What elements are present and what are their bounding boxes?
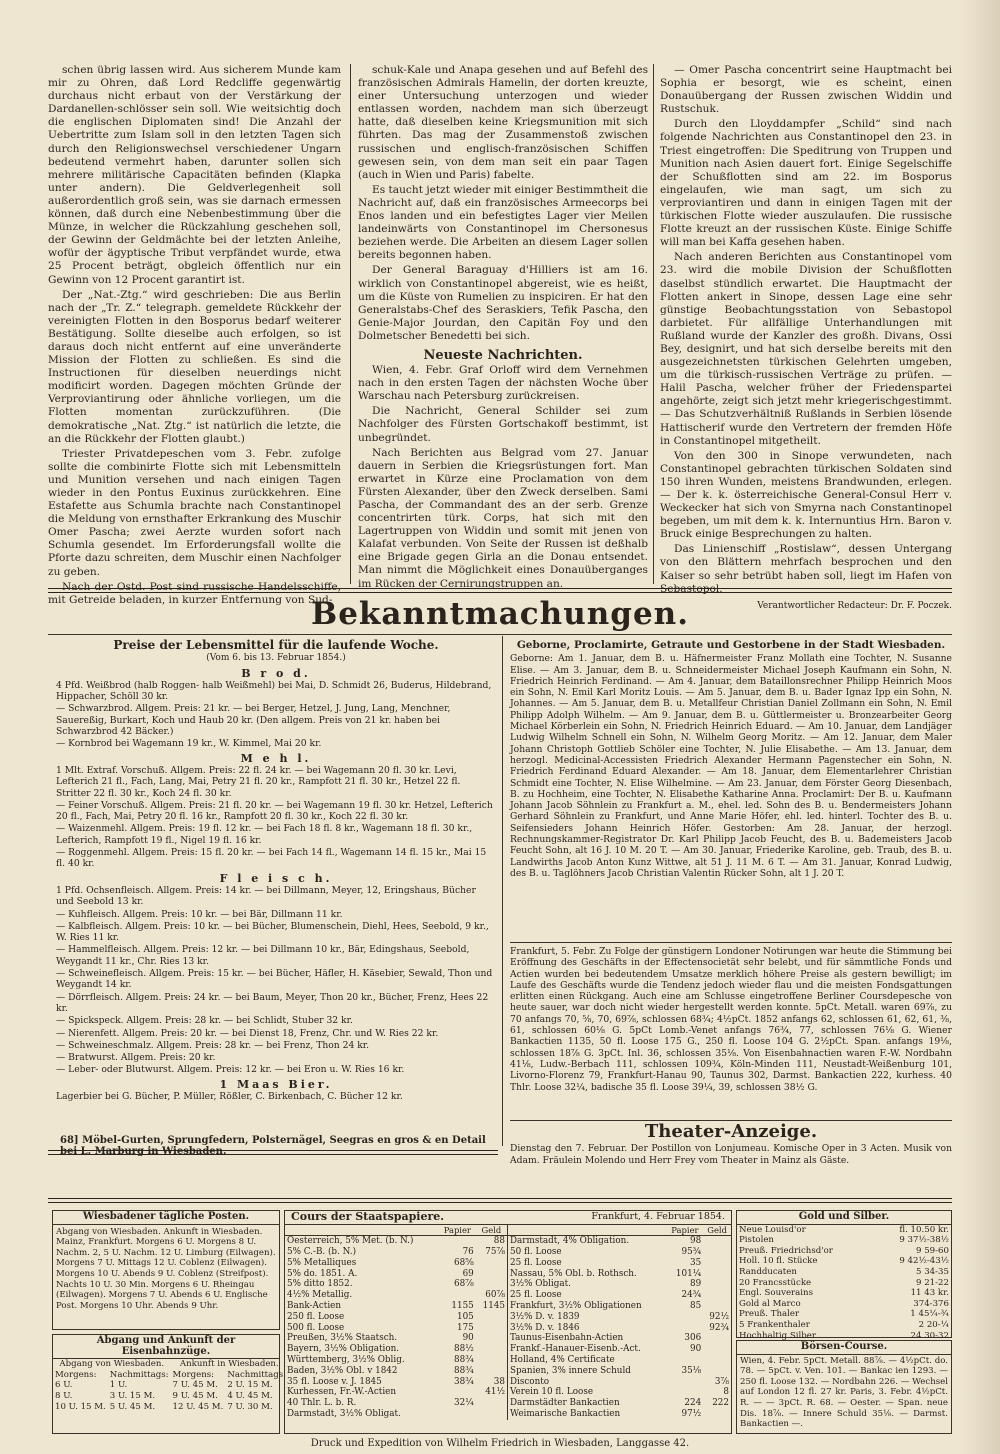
cours-date: Frankfurt, 4. Februar 1854. bbox=[591, 1211, 725, 1222]
cours-staatspapiere bbox=[284, 1210, 732, 1434]
table-row bbox=[285, 1323, 508, 1334]
table-cell: 2 20-¼ bbox=[918, 1319, 949, 1330]
table-row bbox=[737, 1309, 951, 1320]
table-cell: 88½ bbox=[454, 1344, 474, 1355]
frankfurt-market-report bbox=[510, 946, 952, 1116]
table-cell: Darmstadt, 3½% Obligat. bbox=[287, 1408, 401, 1419]
table-cell: 76 bbox=[462, 1246, 474, 1257]
table-cell bbox=[476, 1323, 508, 1334]
table-row bbox=[737, 1299, 951, 1310]
table-row bbox=[508, 1377, 731, 1388]
table-cell: Randducaten bbox=[739, 1266, 797, 1277]
table-cell: 88¾ bbox=[454, 1365, 474, 1376]
column-3 bbox=[660, 64, 952, 611]
table-row bbox=[285, 1236, 508, 1247]
table-cell: Nassau, 5% Obl. b. Rothsch. bbox=[510, 1268, 637, 1279]
table-cell: 60⅞ bbox=[485, 1290, 505, 1301]
cours-title: Cours der Staatspapiere. bbox=[291, 1210, 445, 1223]
col3-para: Durch den Lloyddampfer „Schild“ sind nach folgende Nachrichten aus Constantinopel den 23. in Triest eingetroffen: Die Speditrung von Truppen und Munition nach Asien dauert fort. Einige Segelschiffe der Schußflotten sind am 22. im Bosporus eingelaufen, wie man sagt, um sich zu verproviantiren und dann in einigen Tagen mit der türkischen Flotte wieder auszulaufen. Die russische Flotte kreuzt an der russischen Küste. Einige Schiffe will man bei Kaffa gesehen haben. bbox=[660, 118, 952, 249]
neueste-para: Wien, 4. Febr. Graf Orloff wird dem Vernehmen nach in den ersten Tagen der nächsten Woche über Warschau nach Petersburg zurückreisen. bbox=[358, 364, 648, 403]
section-divider bbox=[510, 942, 952, 943]
papier-header: Papier bbox=[667, 1225, 704, 1236]
bekanntmachungen-heading: Bekanntmachungen. bbox=[311, 596, 689, 632]
section-divider bbox=[48, 588, 952, 593]
posten-title: Wiesbadener tägliche Posten. bbox=[53, 1211, 279, 1225]
col1-para: Nach der Ostd. Post sind russische Handelsschiffe, mit Getreide beladen, in kurzer Entfernung von Sud- bbox=[48, 580, 341, 606]
table-cell: 97½ bbox=[681, 1408, 702, 1419]
table-row bbox=[737, 1278, 951, 1289]
table-cell: 85 bbox=[690, 1300, 702, 1311]
eisenbahn-table bbox=[53, 1359, 288, 1412]
table-cell bbox=[703, 1355, 731, 1366]
table-cell: 250 fl. Loose bbox=[287, 1311, 345, 1322]
table-row bbox=[508, 1344, 731, 1355]
table-cell: 50 fl. Loose bbox=[510, 1246, 562, 1257]
eisenbahn-col: Morgens: bbox=[55, 1369, 97, 1380]
geld-header: Geld bbox=[703, 1225, 731, 1236]
table-cell bbox=[476, 1355, 508, 1366]
table-cell: fl. 10.50 kr. bbox=[899, 1224, 949, 1235]
eisenbahn-header: Ankunft in Wiesbaden. bbox=[179, 1359, 279, 1370]
table-row bbox=[285, 1279, 508, 1290]
table-cell bbox=[703, 1258, 731, 1269]
column-1 bbox=[48, 64, 341, 606]
table-cell: Württemberg, 3½% Oblig. bbox=[287, 1354, 405, 1365]
price-entry: — Nierenfett. Allgem. Preis: 20 kr. — bei Dienst 18, Frenz, Chr. und W. Ries 22 kr. bbox=[56, 1027, 439, 1039]
table-row bbox=[508, 1269, 731, 1280]
table-cell: 3½% D. v. 1846 bbox=[510, 1322, 580, 1333]
theater-title: Theater-Anzeige. bbox=[644, 1121, 818, 1142]
table-cell: 20 Francsstücke bbox=[739, 1277, 812, 1288]
civil-register-title: Geborne, Proclamirte, Getraute und Gestorbene in der Stadt Wiesbaden. bbox=[516, 639, 946, 651]
table-cell: 92½ bbox=[709, 1311, 729, 1322]
table-row bbox=[508, 1312, 731, 1323]
table-cell: 24¾ bbox=[681, 1290, 702, 1301]
table-row bbox=[285, 1312, 508, 1323]
column-divider bbox=[350, 64, 351, 584]
price-entry: — Waizenmehl. Allgem. Preis: 19 fl. 12 kr. — bei Fach 18 fl. 8 kr., Wagemann 18 fl. 30 kr., Lefterich, Rampfott 19 fl., Nigel 19 fl. 16 kr. bbox=[56, 823, 473, 846]
table-cell: Oesterreich, 5% Met. (b. N.) bbox=[287, 1236, 414, 1247]
table-cell: 224 bbox=[684, 1398, 702, 1409]
table-cell: Neue Louisd'or bbox=[739, 1224, 806, 1235]
table-cell bbox=[476, 1312, 508, 1323]
table-cell bbox=[667, 1377, 704, 1388]
table-cell: Baden, 3½% Obl. v 1842 bbox=[287, 1365, 398, 1376]
table-cell: Preuß. Friedrichsd'or bbox=[739, 1245, 833, 1256]
printer-footer: Druck und Expedition von Wilhelm Friedrich in Wiesbaden, Langgasse 42. bbox=[310, 1438, 690, 1449]
col3-para: Das Linienschiff „Rostislaw“, dessen Untergang von den Blättern mehrfach besprochen und den Kaiser so sehr betrübt haben soll, liegt im Hafen von Sebastopol. bbox=[660, 543, 952, 595]
table-row bbox=[508, 1258, 731, 1269]
preise-title: Preise der Lebensmittel für die laufende Woche. bbox=[113, 638, 439, 652]
civil-register bbox=[510, 638, 952, 938]
table-row bbox=[737, 1320, 951, 1331]
table-row bbox=[285, 1366, 508, 1377]
price-entry: Lagerbier bei G. Bücher, P. Müller, Rößler, C. Birkenbach, C. Bücher 12 kr. bbox=[56, 1090, 403, 1102]
table-row bbox=[508, 1247, 731, 1258]
table-cell: 35 bbox=[690, 1257, 702, 1268]
col3-para: Nach anderen Berichten aus Constantinopel vom 23. wird die mobile Division der Schußflotten daselbst stündlich erwartet. Die Hauptmacht der Flotten ankert in Sinope, dessen Lage eine sehr günstige Beobachtungsstation von Sebastopol darbietet. Für allfällige Unterhandlungen mit Rußland wurde der Kanzler des großh. Divans, Ossi Bey, designirt, und hat sich derselbe bereits mit den ausgezeichnetsten türkischen Gelehrten umgeben, um die türkisch-russischen Verträge zu prüfen. — Halil Pascha, welcher früher der Friedenspartei angehörte, zeigt sich jetzt mehr kriegerischgestimmt. — Das Schutzverhältniß Rußlands in Serbien lösende Hattischerif wurde den Vertretern der fremden Höfe in Constantinopel mitgetheilt. bbox=[660, 251, 952, 447]
table-cell: Holl. 10 fl. Stücke bbox=[739, 1256, 818, 1267]
table-cell: 88¾ bbox=[454, 1354, 474, 1365]
table-cell: 69 bbox=[462, 1268, 474, 1279]
brod-heading: B r o d. bbox=[241, 666, 311, 680]
table-cell bbox=[667, 1323, 704, 1334]
table-row bbox=[737, 1288, 951, 1299]
table-cell: 5 Frankenthaler bbox=[739, 1319, 810, 1330]
table-cell bbox=[703, 1269, 731, 1280]
table-cell: 9 42½-43½ bbox=[899, 1256, 949, 1267]
table-cell: 90 bbox=[690, 1344, 702, 1355]
price-entry: — Kalbfleisch. Allgem. Preis: 10 kr. — bei Bücher, Blumenschein, Diehl, Hees, Seebold, 9 kr., W. Ries 11 kr. bbox=[56, 920, 489, 944]
table-cell bbox=[703, 1236, 731, 1247]
table-cell: 68⅞ bbox=[454, 1279, 474, 1290]
table-cell: 9 21-22 bbox=[916, 1277, 949, 1288]
table-row bbox=[285, 1409, 508, 1420]
table-cell: 8 U. bbox=[55, 1390, 73, 1401]
table-cell: 4 U. 45 M. bbox=[227, 1390, 273, 1401]
eisenbahn-col: Morgens: bbox=[172, 1369, 215, 1380]
bier-heading: 1 Maas Bier. bbox=[219, 1077, 333, 1091]
table-cell: 5% Metalliques bbox=[287, 1257, 357, 1268]
table-cell: 38 bbox=[493, 1376, 505, 1387]
price-entry: — Kuhfleisch. Allgem. Preis: 10 kr. — bei Bär, Dillmann 11 kr. bbox=[56, 908, 343, 920]
table-cell: Preuß. Thaler bbox=[739, 1309, 800, 1320]
table-cell bbox=[703, 1333, 731, 1344]
gold-silber-box bbox=[736, 1210, 952, 1341]
table-cell: 88 bbox=[493, 1236, 505, 1247]
table-cell bbox=[476, 1409, 508, 1420]
table-row bbox=[285, 1290, 508, 1301]
table-cell bbox=[476, 1258, 508, 1269]
table-cell: 68⅝ bbox=[454, 1257, 474, 1268]
table-cell: 5 34-35 bbox=[916, 1266, 949, 1277]
table-row bbox=[737, 1225, 951, 1236]
table-row bbox=[508, 1398, 731, 1409]
boersen-title: Börsen-Course. bbox=[737, 1341, 951, 1355]
table-cell bbox=[703, 1366, 731, 1377]
table-row bbox=[285, 1398, 508, 1409]
table-cell: Frankf.-Hanauer-Eisenb.-Act. bbox=[510, 1344, 641, 1355]
price-entry: — Dörrfleisch. Allgem. Preis: 24 kr. — bei Baum, Meyer, Thon 20 kr., Bücher, Frenz, Hees 22 kr. bbox=[56, 991, 489, 1014]
table-row bbox=[737, 1267, 951, 1278]
table-cell: 25 fl. Loose bbox=[510, 1257, 562, 1268]
posten-text: Abgang von Wiesbaden. Ankunft in Wiesbaden. Mainz, Frankfurt. Morgens 6 U. Morgens 8 U. Nachm. 2, 5 U. Nachm. 12 U. Limburg (Eilwagen). Morgens 7 U. Mittags 12 U. Coblenz (Eilwagen). Morgens 10 U. Abends 9 U. Coblenz (Streifpost). Nachts 10 U. 30 Min. Morgens 6 U. Rheingau (Eilwagen). Morgens 7 U. Abends 6 U. Englische Post. Morgens 10 Uhr. Abends 9 Uhr. bbox=[56, 1226, 276, 1311]
neueste-para: Die Nachricht, General Schilder sei zum Nachfolger des Fürsten Gortschakoff bestimmt, ist unbegründet. bbox=[358, 405, 648, 444]
table-cell: 35 fl. Loose v. J. 1845 bbox=[287, 1376, 382, 1387]
table-row bbox=[285, 1344, 508, 1355]
table-row bbox=[285, 1269, 508, 1280]
price-entry: — Schwarzbrod. Allgem. Preis: 21 kr. — bei Berger, Hetzel, J. Jung, Lang, Menchner, Sauereßig, Burkart, Koch und Haub 20 kr. (Den allgem. Preis von 21 kr. haben bei Schwarzbrod 42 Bäcker.) bbox=[56, 703, 451, 738]
theater-text: Dienstag den 7. Februar. Der Postillon von Lonjumeau. Komische Oper in 3 Acten. Musik von Adam. Fräulein Molendo und Herr Frey vom Theater in Mainz als Gäste. bbox=[510, 1143, 952, 1166]
neueste-nachrichten-heading: Neueste Nachrichten. bbox=[423, 347, 583, 363]
table-row bbox=[508, 1236, 731, 1247]
eisenbahn-header: Abgang von Wiesbaden. bbox=[59, 1359, 165, 1370]
price-entry: — Schweinefleisch. Allgem. Preis: 15 kr. — bei Bücher, Häfler, H. Käsebier, Sewald, Thon und Weygandt 14 kr. bbox=[56, 968, 493, 991]
table-cell bbox=[667, 1355, 704, 1366]
table-row bbox=[737, 1246, 951, 1257]
table-cell bbox=[667, 1387, 704, 1398]
lebensmittel-preise bbox=[56, 638, 496, 1132]
table-cell: 38¾ bbox=[454, 1376, 474, 1387]
geld-header: Geld bbox=[476, 1225, 508, 1236]
table-row bbox=[508, 1279, 731, 1290]
table-cell: 3⅞ bbox=[714, 1376, 729, 1387]
table-row bbox=[285, 1301, 508, 1312]
table-cell: 1 45¼-¾ bbox=[910, 1309, 949, 1320]
table-cell: 1145 bbox=[482, 1300, 505, 1311]
table-cell: Darmstädter Bankactien bbox=[510, 1398, 620, 1409]
col1-para: Triester Privatdepeschen vom 3. Febr. zufolge sollte die combinirte Flotte sich mit Lebensmitteln und Munition versehen und nach einigen Tagen wieder in den Pontus Euxinus zurückkehren. Eine Estafette aus Schumla brachte nach Constantinopel die Meldung von ernsthafter Erkrankung des Muschir Omer Pascha; zwei Aerzte wurden sofort nach Schumla gesendet. Im Erforderungsfall wollte die Pforte dazu schreiten, dem Muschir einen Nachfolger zu geben. bbox=[48, 447, 341, 578]
table-cell bbox=[439, 1236, 476, 1247]
column-divider bbox=[653, 64, 654, 584]
table-row bbox=[508, 1333, 731, 1344]
table-row bbox=[508, 1387, 731, 1398]
table-cell bbox=[439, 1290, 476, 1301]
table-cell: 92¾ bbox=[709, 1322, 729, 1333]
table-row bbox=[53, 1391, 288, 1402]
theater-notice bbox=[510, 1122, 952, 1194]
page-fold-shadow bbox=[960, 0, 1000, 1454]
col3-para: — Omer Pascha concentrirt seine Hauptmacht bei Sophia er besorgt, wie es scheint, einen Donauübergang der Russen zwischen Widdin und Rustschuk. bbox=[660, 64, 952, 116]
table-cell bbox=[703, 1247, 731, 1258]
cours-table-right bbox=[508, 1225, 731, 1420]
table-cell: Verein 10 fl. Loose bbox=[510, 1387, 594, 1398]
table-cell bbox=[439, 1409, 476, 1420]
boersen-box bbox=[736, 1340, 952, 1434]
table-cell: 3½% D. v. 1839 bbox=[510, 1311, 580, 1322]
col2-para: Es taucht jetzt wieder mit einiger Bestimmtheit die Nachricht auf, daß ein französisches Armeecorps bei Enos landen und ein befestigtes Lager vier Meilen landeinwärts von Constantinopel im Chersonesus beziehen werde. Die Arbeiten an diesem Lager sollen bereits begonnen haben. bbox=[358, 183, 648, 262]
table-cell: Engl. Souverains bbox=[739, 1288, 813, 1299]
eisenbahn-box bbox=[52, 1334, 287, 1434]
fleisch-heading: F l e i s c h. bbox=[219, 871, 333, 885]
col3-para: Von den 300 in Sinope verwundeten, nach Constantinopel gebrachten türkischen Soldaten sind 150 ihren Wunden, meistens Brandwunden, erlegen. — Der k. k. österreichische General-Consul Herr v. Weckecker hat sich von Smyrna nach Constantinopel begeben, um mit dem k. k. Internuntius Hrn. Baron v. Bruck einige Besprechungen zu halten. bbox=[660, 449, 952, 541]
table-cell: 175 bbox=[456, 1322, 474, 1333]
table-cell bbox=[476, 1398, 508, 1409]
table-cell: 95¾ bbox=[681, 1246, 702, 1257]
price-entry: — Schweineschmalz. Allgem. Preis: 28 kr. — bei Frenz, Thon 24 kr. bbox=[56, 1039, 370, 1051]
table-cell bbox=[476, 1344, 508, 1355]
table-cell: 2 U. 15 M. bbox=[227, 1380, 273, 1391]
table-cell bbox=[476, 1366, 508, 1377]
table-cell: 90 bbox=[462, 1333, 474, 1344]
col1-para: schen übrig lassen wird. Aus sicherem Munde kam mir zu Ohren, daß Lord Redcliffe gegenwärtig durchaus nicht erbaut von der Verstärkung der Dardanellen-schlösser sein soll. Wie weitsichtig doch die englischen Diplomaten sind! Die Anzahl der Uebertritte zum Islam soll in den letzten Tagen sich durch den Religionswechsel verschiedener Ungarn bedeutend vermehrt haben, darunter sollen sich mehrere militärische Capacitäten befinden (Klapka unter andern). Die Geldverlegenheit soll außerordentlich groß sein, was sie darnach ermessen können, daß durch eine Nebenbestimmung über die Münze, in welcher die Rückzahlung geschehen soll, der Gewinn der Geldmächte bei der letzten Anleihe, wofür der ägyptische Tribut verpfändet wurde, etwa 25 Procent beträgt, obgleich öffentlich nur ein Gewinn von 12 Procent garantirt ist. bbox=[48, 64, 341, 286]
table-cell: 32¼ bbox=[454, 1398, 474, 1409]
table-cell: Hochhaltig Silber bbox=[739, 1330, 816, 1341]
table-cell: 222 bbox=[712, 1398, 729, 1409]
table-cell: 5% C.-B. (b. N.) bbox=[287, 1246, 357, 1257]
table-cell: Bank-Actien bbox=[287, 1300, 342, 1311]
boersen-text: Wien, 4. Febr. 5pCt. Metall. 88⅞. — 4½pCt. do. 78. — 5pCt. v. Ven. 101. — Bankac ien 1293. — 250 fl. Loose 132. — Nordbahn 226. — Wechsel auf London 12 fl. 27 kr. Paris, 3. Febr. 4½pCt. R. — — 3pCt. R. 68. — Oester. — Span. neue Dis. 18⅞. — Innere Schuld 35⅛. — Darmst. Bankactien —. bbox=[740, 1355, 948, 1430]
table-cell: 3 U. 15 M. bbox=[109, 1390, 156, 1401]
table-cell: 4½% Metallig. bbox=[287, 1290, 353, 1301]
cours-table-left bbox=[285, 1225, 508, 1420]
price-entry: — Spickspeck. Allgem. Preis: 28 kr. — bei Schlidt, Stuber 32 kr. bbox=[56, 1015, 353, 1027]
col2-para: schuk-Kale und Anapa gesehen und auf Befehl des französischen Admirals Hamelin, der dorten kreuzte, einer Untersuchung unterzogen und wieder entlassen worden, nachdem man sich überzeugt hatte, daß dieselben keine Kriegsmunition mit sich führten. Das mag der Zusammenstoß zwischen russischen und englisch-französischen Schiffen gewesen sein, von dem man seit ein paar Tagen (auch in Wien und Paris) fabelte. bbox=[358, 64, 648, 181]
civil-register-text: Geborne: Am 1. Januar, dem B. u. Häfnermeister Franz Mollath eine Tochter, N. Susanne Elise. — Am 3. Januar, dem B. u. Schneidermeister Michael Joseph Kaufmann ein Sohn, N. Friedrich Heinrich Ferdinand. — Am 4. Januar, dem Bataillonsrechner Philipp Heinrich Moos ein Sohn, N. Emil Karl Moritz Louis. — Am 5. Januar, dem B. u. Bader Ignaz Ipp ein Sohn, N. Johannes. — Am 5. Januar, dem B. u. Metallfeur Christian Daniel Zollmann ein Sohn, N. Emil Philipp Adolph Wilhelm. — Am 9. Januar, dem B. u. Güttlermeister u. Bronzearbeiter Georg Michael Körberlein ein Sohn, N. Friedrich Heinrich Eduard. — Am 10. Januar, dem Landjäger Ludwig Wilhelm Schnell ein Sohn, N. Wilhelm Georg Moritz. — Am 12. Januar, dem Maler Johann Christoph Gottlieb Schöler eine Tochter, N. Julie Elisabethe. — Am 13. Januar, dem herzogl. Medicinal-Accessisten Friedrich Alexander Hermann Pagenstecher ein Sohn, N. Friedrich Ferdinand Eduard Alexander. — Am 18. Januar, dem Elementarlehrer Christian Schmidt eine Tochter, N. Elise Wilhelmine. — Am 23. Januar, dem Förster Georg Diesenbach, B. zu Hochheim, eine Tochter, N. Elisabethe Katharine Anna. Proclamirt: Der B. u. Kaufmann Johann Jacob Söhnlein zu Frankfurt a. M., ehel. led. Sohn des B. u. Bendermeisters Johann Gerhard Söhnlein zu Frankfurt, und Anne Marie Höfer, ehl. led. hinterl. Tochter des B. u. Seifensieders Johann Heinrich Höfer. Gestorben: Am 28. Januar, der herzogl. Rechnungskammer-Registrator Dr. Karl Philipp Jacob Feucht, des B. u. Bademeisters Jacob Feucht Sohn, alt 16 J. 10 M. 20 T. — Am 30. Januar, Friederike Karoline, geb. Traub, des B. u. Landwirths Jacob Anton Kunz Wittwe, alt 51 J. 11 M. 6 T. — Am 31. Januar, Konrad Ludwig, des B. u. Taglöhners Jacob Christian Valentin Rücker Sohn, alt 1 J. 20 T. bbox=[510, 653, 952, 879]
gold-table bbox=[737, 1225, 951, 1342]
table-row bbox=[285, 1355, 508, 1366]
table-row bbox=[508, 1301, 731, 1312]
table-cell: 7 U. 45 M. bbox=[172, 1380, 218, 1391]
price-entry: 4 Pfd. Weißbrod (halb Roggen- halb Weißmehl) bei Mai, D. Schmidt 26, Buderus, Hildebrand, Hippacher, Schöll 30 kr. bbox=[56, 679, 492, 703]
table-cell: Pistolen bbox=[739, 1235, 774, 1246]
table-cell: 5% ditto 1852. bbox=[287, 1279, 353, 1290]
price-entry: — Leber- oder Blutwurst. Allgem. Preis: 12 kr. — bei Eron u. W. Ries 16 kr. bbox=[56, 1064, 405, 1076]
table-cell bbox=[476, 1269, 508, 1280]
table-cell: 5% do. 1851. A. bbox=[287, 1268, 358, 1279]
column-divider bbox=[502, 636, 503, 1146]
table-cell: 3½% Obligat. bbox=[510, 1279, 571, 1290]
table-row bbox=[285, 1258, 508, 1269]
table-row bbox=[285, 1377, 508, 1388]
table-row bbox=[508, 1355, 731, 1366]
section-divider bbox=[48, 634, 952, 635]
table-cell: Taunus-Eisenbahn-Actien bbox=[510, 1333, 624, 1344]
table-cell: 1155 bbox=[451, 1300, 474, 1311]
table-row bbox=[508, 1323, 731, 1334]
table-cell bbox=[703, 1290, 731, 1301]
table-cell bbox=[476, 1279, 508, 1290]
table-cell: 11 43 kr. bbox=[910, 1288, 949, 1299]
table-row bbox=[737, 1235, 951, 1246]
table-row bbox=[508, 1409, 731, 1420]
table-cell: Preußen, 3½% Staatsch. bbox=[287, 1333, 398, 1344]
table-cell: 9 U. 45 M. bbox=[172, 1390, 218, 1401]
table-row bbox=[285, 1387, 508, 1398]
papier-header: Papier bbox=[439, 1225, 476, 1236]
table-row bbox=[285, 1247, 508, 1258]
table-row bbox=[285, 1333, 508, 1344]
table-cell: 101¼ bbox=[675, 1268, 702, 1279]
section-divider bbox=[48, 1198, 952, 1203]
table-cell bbox=[439, 1387, 476, 1398]
table-cell: 1 U. bbox=[109, 1380, 128, 1391]
price-entry: 1 Pfd. Ochsenfleisch. Allgem. Preis: 14 kr. — bei Dillmann, Meyer, 12, Eringshaus, Bücher und Seebold 13 kr. bbox=[56, 884, 476, 908]
price-entry: — Roggenmehl. Allgem. Preis: 15 fl. 20 kr. — bei Fach 14 fl., Wagemann 14 fl. 15 kr., Mai 15 fl. 40 kr. bbox=[56, 847, 487, 870]
table-cell: 500 fl. Loose bbox=[287, 1322, 345, 1333]
eisenbahn-title: Abgang und Ankunft der Eisenbahnzüge. bbox=[53, 1335, 279, 1359]
table-cell bbox=[703, 1301, 731, 1312]
table-cell: 75⅞ bbox=[485, 1246, 505, 1257]
table-cell bbox=[703, 1409, 731, 1420]
price-entry: — Bratwurst. Allgem. Preis: 20 kr. bbox=[56, 1052, 216, 1064]
table-cell: 9 59-60 bbox=[916, 1245, 949, 1256]
table-cell: 7 U. 30 M. bbox=[227, 1401, 273, 1412]
table-cell: 12 U. 45 M. bbox=[172, 1401, 224, 1412]
preise-subtitle: (Vom 6. bis 13. Februar 1854.) bbox=[206, 653, 346, 664]
table-row bbox=[737, 1256, 951, 1267]
table-cell: 25 fl. Loose bbox=[510, 1290, 562, 1301]
neueste-para: Nach Berichten aus Belgrad vom 27. Januar dauern in Serbien die Kriegsrüstungen fort. Man erwartet in Kürze eine Proclamation von dem Fürsten Alexander, über den Zweck derselben. Sami Pascha, der Commandant des an der serb. Grenze concentrirten türk. Corps, hat sich mit den Lagertruppen von Widdin und somit mit jenen von Kalafat verbunden. Von Seite der Russen ist deßhalb eine Brigade gegen Girla an die Donau entsendet. Man nimmt die Möglichkeit eines Donauüberganges im Rücken der Cernirungstruppen an. bbox=[358, 446, 648, 590]
table-cell: Gold al Marco bbox=[739, 1298, 801, 1309]
table-cell: 6 U. bbox=[55, 1380, 73, 1391]
table-cell bbox=[703, 1344, 731, 1355]
table-row bbox=[53, 1402, 288, 1413]
table-cell: Kurhessen, Fr.-W.-Actien bbox=[287, 1387, 397, 1398]
table-row bbox=[508, 1366, 731, 1377]
price-entry: 1 Mlt. Extraf. Vorschuß. Allgem. Preis: 22 fl. 24 kr. — bei Wagemann 20 fl. 30 kr. Levi, Lefterich 21 fl., Fach, Lang, Mai, Petry 21 fl. 20 kr., Rampfott 21 fl. 30 kr., Hetzel 22 fl. Stritter 22 fl. 30 kr., Koch 24 fl. 30 kr. bbox=[56, 764, 461, 799]
table-row bbox=[508, 1290, 731, 1301]
table-cell: 35⅛ bbox=[681, 1365, 702, 1376]
posten-box bbox=[52, 1210, 280, 1330]
mehl-heading: M e h l. bbox=[240, 751, 312, 765]
table-cell: 98 bbox=[690, 1236, 702, 1247]
table-cell: 374-376 bbox=[913, 1298, 949, 1309]
table-cell: Frankfurt, 3½% Obligationen bbox=[510, 1300, 642, 1311]
table-cell bbox=[667, 1312, 704, 1323]
eisenbahn-col: Nachmittags: bbox=[227, 1369, 287, 1380]
price-entry: — Feiner Vorschuß. Allgem. Preis: 21 fl. 20 kr. — bei Wagemann 19 fl. 30 kr. Hetzel, Lefterich 20 fl., Fach, Mai, Petry 20 fl. 16 kr., Rampfott 20 fl. 30 kr., Koch 22 fl. 30 kr. bbox=[56, 799, 493, 823]
section-divider bbox=[48, 1150, 498, 1155]
table-cell bbox=[476, 1333, 508, 1344]
eisenbahn-col: Nachmittags: bbox=[109, 1369, 169, 1380]
table-cell: 9 37½-38½ bbox=[899, 1235, 949, 1246]
table-row bbox=[53, 1380, 288, 1391]
price-entry: — Kornbrod bei Wagemann 19 kr., W. Kimmel, Mai 20 kr. bbox=[56, 738, 322, 750]
table-cell: 5 U. 45 M. bbox=[109, 1401, 156, 1412]
price-entry: — Hammelfleisch. Allgem. Preis: 12 kr. — bei Dillmann 10 kr., Bär, Edingshaus, Seebold, Weygandt 11 kr., Chr. Ries 13 kr. bbox=[56, 944, 470, 967]
table-cell: 306 bbox=[684, 1333, 702, 1344]
table-cell: Darmstadt, 4% Obligation. bbox=[510, 1236, 630, 1247]
table-cell: 10 U. 15 M. bbox=[55, 1401, 106, 1412]
table-cell: Weimarische Bankactien bbox=[510, 1408, 621, 1419]
col2-para: Der General Baraguay d'Hilliers ist am 16. wirklich von Constantinopel abgereist, wie es heißt, um die Küste von Rumelien zu inspiciren. Er hat den Generalstabs-Chef des Seraskiers, Tefik Pascha, den Genie-Major Jourdan, den Capitän Foy und den Dolmetscher Benedetti bei sich. bbox=[358, 264, 648, 342]
table-cell: 89 bbox=[690, 1279, 702, 1290]
frankfurt-text: Frankfurt, 5. Febr. Zu Folge der günstigern Londoner Notirungen war heute die Stimmung bei Eröffnung des Geschäfts in der Effectensocietät sehr belebt, und für sämmtliche Fonds und Actien wurden bei bedeutendem Umsatze merklich höhere Preise als gestern bewilligt; im Laufe des Geschäfts wurde die Tendenz jedoch wieder flau und die meisten Fondsgattungen erlitten einen Rückgang. Auch eine am Schlusse eingetroffene Berliner Coursdepesche von heute sauer, war doch nicht wieder hergestellt werden konnte. 5pCt. Metall. waren 69⅞, zu 70 anfangs 70, ⅝, 70, 69⅞, schlossen 68¾; 4½pCt. 1852 anfangs 62, schlossen 61, 62, 61, ⅜, 61, schlossen 60⅛ G. 5pCt Lomb.-Venet anfangs 76¾, 77, schlossen 76⅛ G. Wiener Bankactien 1135, 50 fl. Loose 175 G., 250 fl. Loose 104 G. 2½pCt. Span. anfangs 19⅛, schlossen 18⅞ G. 3pCt. Inl. 36, schlossen 35⅛. Von Eisenbahnactien waren F.-W. Nordbahn 41⅛, Ludw.-Berbach 111, schlossen 109¾, Köln-Minden 111, Neustadt-Weißenburg 101, Livorno-Florenz 79, Frankfurt-Hanau 90, Taunus 302, Darmst. Bankactien 222, kurhess. 40 Thlr. Loose 32¼, badische 35 fl. Loose 39¼, 39, schlossen 38½ G. bbox=[510, 946, 952, 1093]
table-cell: 41½ bbox=[485, 1387, 505, 1398]
table-cell: 8 bbox=[723, 1387, 729, 1398]
table-cell: 40 Thlr. L. b. R. bbox=[287, 1398, 357, 1409]
table-cell bbox=[703, 1279, 731, 1290]
table-cell: 105 bbox=[456, 1311, 474, 1322]
column-2 bbox=[358, 64, 648, 590]
table-cell: Holland, 4% Certificate bbox=[510, 1354, 615, 1365]
table-cell: Spanien, 3% innere Schuld bbox=[510, 1365, 631, 1376]
col1-para: Der „Nat.-Ztg.“ wird geschrieben: Die aus Berlin nach der „Tr. Z.“ telegraph. gemeldete Rückkehr der vereinigten Flotten in den Bosporus bedarf weiterer Bestätigung. Sollte dieselbe auch erfolgen, so ist daraus doch nicht entfernt auf eine unveränderte Mission der Flotten zu schließen. Es sind die Instructionen für dieselben neuerdings nicht modificirt worden. Dagegen möchten Gründe der Verproviantirung oder ähnliche vorliegen, um die Flotten momentan zurückzuführen. (Die demokratische „Nat. Ztg.“ ist natürlich die letzte, die an die Rückkehr der Flotten glaubt.) bbox=[48, 288, 341, 445]
table-cell: 24 30-32 bbox=[910, 1330, 949, 1341]
marburg-advertisement: 68] Möbel-Gurten, Sprungfedern, Polsternägel, Seegras en gros & en Detail bei L. Marburg in Wiesbaden. bbox=[60, 1135, 486, 1157]
gold-title: Gold und Silber. bbox=[737, 1211, 951, 1225]
table-cell: Bayern, 3½% Obligation. bbox=[287, 1344, 400, 1355]
table-cell: Disconto bbox=[510, 1376, 550, 1387]
editor-signature: Verantwortlicher Redacteur: Dr. F. Poczek. bbox=[757, 600, 952, 611]
